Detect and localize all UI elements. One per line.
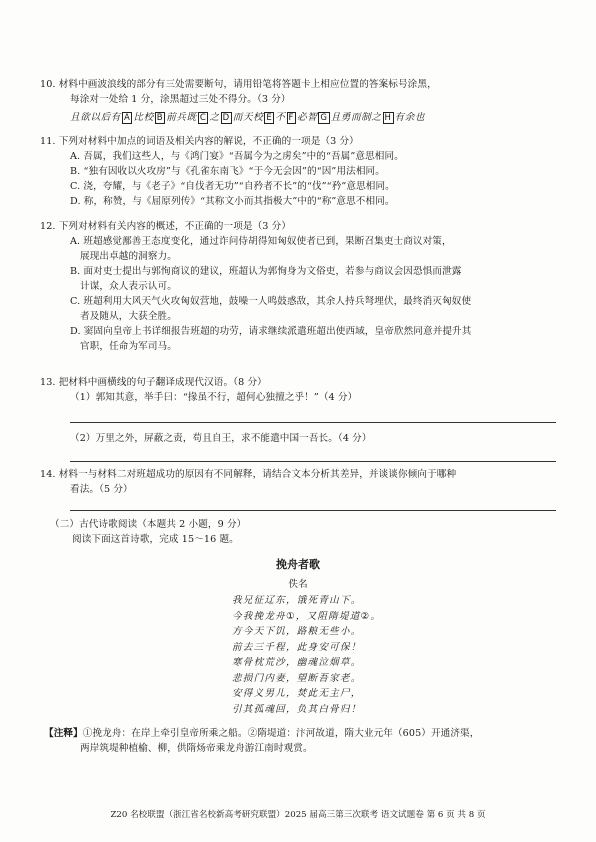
- q12-stem: 12. 下列对材料有关内容的概述，不正确的一项是（3 分）: [40, 221, 292, 232]
- q13-sentence-1: （1）郭知其意，举手曰：“掾虽不行，超何心独擅之乎！”（4 分）: [70, 392, 358, 403]
- poem-line: 引其孤魂回，负其白骨归！: [232, 703, 362, 715]
- q13-stem: 13. 把材料中画横线的句子翻译成现代汉语。（8 分）: [40, 377, 267, 388]
- answer-line-13-2: [70, 461, 556, 462]
- q11-option-b: B. “独有因收以火攻房”与《孔雀东南飞》“于今无会因”的“因”用法相同。: [70, 166, 385, 177]
- q13-part-2: [40, 431, 560, 446]
- q14-line-2: 看法。（5 分）: [70, 484, 133, 495]
- note-line-2: 两岸筑堤种植榆、柳，供隋炀帝乘龙舟游江南时观赏。: [80, 743, 313, 754]
- poem-body: [232, 593, 472, 717]
- q11-option-d: D. 称，称赞，与《屈原列传》“其称文小而其指极大”中的“称”意思不相同。: [70, 196, 395, 207]
- answer-line-14: [70, 510, 556, 511]
- section-2-header: [50, 517, 570, 547]
- q10-line-2: 每涂对一处给 1 分，涂黑超过三处不得分。（3 分）: [70, 94, 291, 105]
- answer-line-13-1: [70, 422, 556, 423]
- poem-line: 安得义男儿，焚此无主尸，: [232, 688, 362, 699]
- question-12: 12. 下列对材料有关内容的概述，不正确的一项是（3 分） A. 班超感觉鄯善王态度变化，通过诈问侍胡得知匈奴使者已到，果断召集吏士商议对策， 展现出卓越的洞察力。 B. 面对吏士提出与郭恂商议的建议，班超认为郭恂身为文俗吏，若参与商议会因恐惧而泄露 计谋，众人表示认可。 C. 班超利用大风天气火攻匈奴营地，鼓噪一人鸣鼓惑敌，其余人持兵弩埋伏，最终消灭匈奴使 者及随从，大获全胜。 D. 窦固向皇帝上书详细报告班超的功劳，请求继续派遣班超出使西域，皇帝欣然同意并提升其 官职，任命为军司马。: [40, 219, 560, 354]
- poem-line: 今我挽龙舟①，又阻隋堤道②。: [232, 610, 382, 622]
- section-2-title: （二）古代诗歌阅读（本题共 2 小题，9 分）: [50, 519, 247, 530]
- poem-note: [44, 726, 564, 756]
- poem-line: 方今天下饥，路粮无些小。: [232, 626, 362, 637]
- q13-sentence-2: （2）万里之外，屏蔽之责，苟且自王，求不能遣中国一吾长。（4 分）: [70, 433, 372, 444]
- q14-line-1: 14. 材料一与材料二对班超成功的原因有不同解释，请结合文本分析其差异，并谈谈你倾向于哪种: [40, 469, 457, 480]
- note-label: 【注释】: [44, 728, 83, 739]
- q12-option-d: D. 窦固向皇帝上书详细报告班超的功劳，请求继续派遣班超出使西域，皇帝欣然同意并提升其: [70, 326, 472, 337]
- break-mark-f: F: [288, 113, 294, 123]
- poem-line: 我兄征辽东，饿死青山下。: [232, 595, 362, 606]
- q11-option-a: A. 吾属，我们这些人，与《鸿门宴》“吾属今为之虏矣”中的“吾属”意思相同。: [70, 151, 404, 162]
- question-14: [40, 467, 560, 497]
- poem-line: 悲损门内妻，望断吾家老。: [232, 672, 362, 684]
- q11-option-c: C. 浇，夸耀，与《老子》“自伐者无功”“自矜者不长”的“伐”“矜”意思相同。: [70, 181, 395, 192]
- poem-author: 佚名: [288, 579, 308, 590]
- note-line-1: ①挽龙舟：在岸上牵引皇帝所乘之船。②隋堤道：汴河故道，隋大业元年（605）开通济渠，: [82, 728, 480, 739]
- question-13: [40, 375, 560, 405]
- poem-title: 挽舟者歌: [276, 558, 320, 571]
- poem-line: 寒骨枕荒沙，幽魂泣烟草。: [232, 657, 362, 668]
- section-2-intro: 阅读下面这首诗歌，完成 15～16 题。: [72, 534, 239, 545]
- q12-option-b: B. 面对吏士提出与郭恂商议的建议，班超认为郭恂身为文俗吏，若参与商议会因恐惧而泄露: [70, 266, 462, 277]
- break-mark-b: B: [156, 113, 164, 123]
- break-mark-d: D: [222, 113, 230, 123]
- q12-option-c: C. 班超利用大风天气火攻匈奴营地，鼓噪一人鸣鼓惑敌，其余人持兵弩埋伏，最终消灭匈奴使: [70, 296, 472, 307]
- break-mark-c: C: [199, 113, 207, 123]
- page-footer: Z20 名校联盟（浙江省名校新高考研究联盟）2025 届高三第三次联考 语文试题卷 第 6 页 共 8 页: [110, 810, 486, 820]
- break-mark-a: A: [123, 113, 131, 123]
- q11-stem: 11. 下列对材料中加点的词语及相关内容的解说，不正确的一项是（3 分）: [40, 136, 359, 147]
- q10-line-1: 10. 材料中画波浪线的部分有三处需要断句，请用铅笔将答题卡上相应位置的答案标号涂黑，: [40, 79, 437, 90]
- break-mark-h: H: [384, 113, 392, 123]
- break-mark-g: G: [320, 113, 328, 123]
- question-10: [40, 77, 560, 125]
- poem-line: 前去三千程，此身安可保！: [232, 641, 362, 653]
- q10-handwritten-passage: 且欲以后有 A 比校 B 前兵既 C 之 D 而天校 E 不 F 必智 G 且勇而制之 H 有余也: [70, 112, 426, 123]
- question-11: [40, 134, 560, 209]
- break-mark-e: E: [266, 113, 273, 123]
- q12-option-a: A. 班超感觉鄯善王态度变化，通过诈问侍胡得知匈奴使者已到，果断召集吏士商议对策，: [70, 236, 452, 247]
